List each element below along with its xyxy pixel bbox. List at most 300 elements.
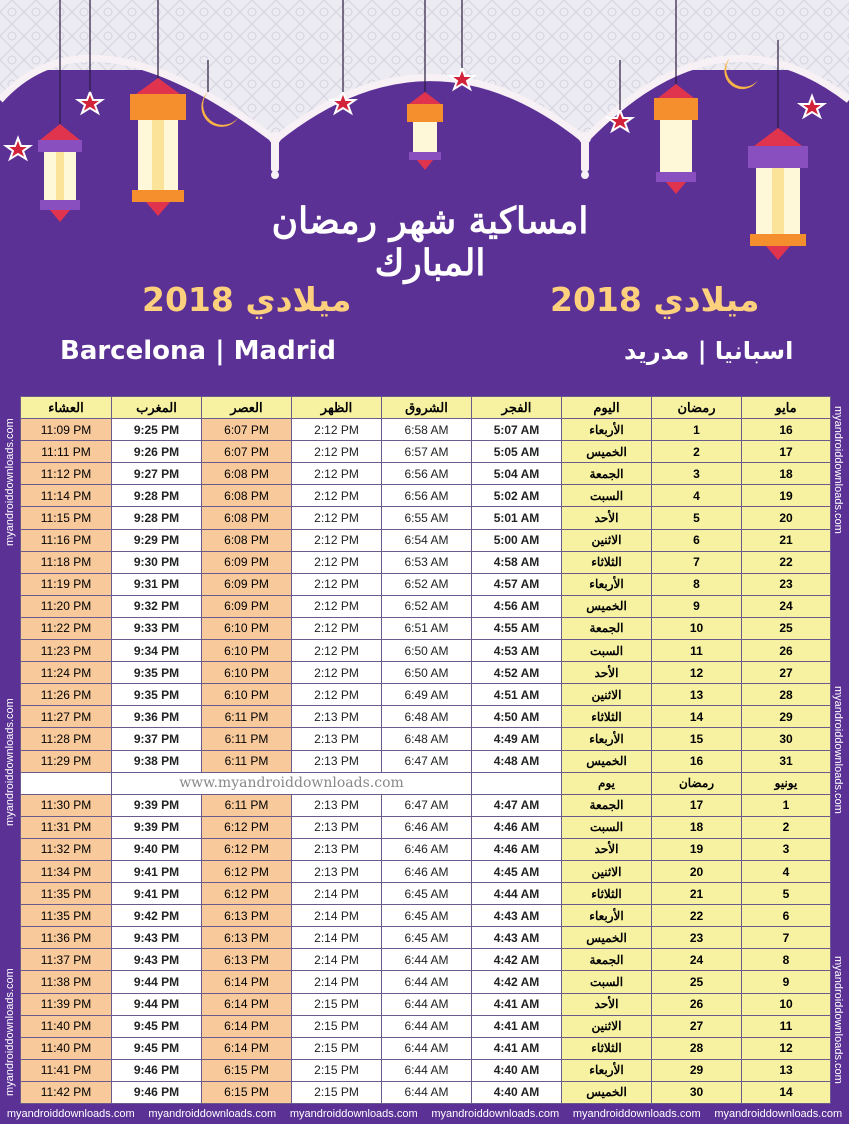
maghrib-time: 9:43 PM (112, 949, 202, 971)
asr-time: 6:07 PM (202, 419, 292, 441)
sunrise-time: 6:50 AM (382, 662, 472, 684)
asr-time: 6:07 PM (202, 441, 292, 463)
weekday: الجمعة (562, 949, 652, 971)
sunrise-time: 6:48 AM (382, 706, 472, 728)
maghrib-time: 9:36 PM (112, 706, 202, 728)
header-maghrib: المغرب (112, 397, 202, 419)
isha-time: 11:23 PM (21, 640, 112, 662)
ramadan-day: 11 (652, 640, 742, 662)
fajr-time: 4:43 AM (472, 927, 562, 949)
maghrib-time: 9:28 PM (112, 485, 202, 507)
sunrise-time: 6:46 AM (382, 816, 472, 838)
ramadan-day: 15 (652, 728, 742, 750)
maghrib-time: 9:27 PM (112, 463, 202, 485)
sunrise-time: 6:44 AM (382, 971, 472, 993)
sunrise-time: 6:49 AM (382, 684, 472, 706)
dhuhr-time: 2:12 PM (292, 551, 382, 573)
sunrise-time: 6:48 AM (382, 728, 472, 750)
june-rows (21, 794, 831, 1103)
isha-time: 11:24 PM (21, 662, 112, 684)
asr-time: 6:08 PM (202, 485, 292, 507)
table-row (21, 441, 831, 463)
gregorian-day: 1 (742, 794, 831, 816)
gregorian-day: 24 (742, 595, 831, 617)
dhuhr-time: 2:13 PM (292, 838, 382, 860)
sunrise-time: 6:46 AM (382, 860, 472, 882)
weekday: الخميس (562, 927, 652, 949)
ramadan-day: 1 (652, 419, 742, 441)
ramadan-day: 5 (652, 507, 742, 529)
isha-time: 11:36 PM (21, 927, 112, 949)
separator-blank (472, 772, 562, 794)
bottom-watermark: myandroiddownloads.com (714, 1108, 843, 1120)
gregorian-day: 20 (742, 507, 831, 529)
fajr-time: 5:07 AM (472, 419, 562, 441)
maghrib-time: 9:35 PM (112, 662, 202, 684)
dhuhr-time: 2:12 PM (292, 640, 382, 662)
weekday: الجمعة (562, 463, 652, 485)
ramadan-day: 7 (652, 551, 742, 573)
may-rows (21, 419, 831, 773)
table-row (21, 551, 831, 573)
isha-time: 11:11 PM (21, 441, 112, 463)
fajr-time: 4:58 AM (472, 551, 562, 573)
weekday: الأربعاء (562, 419, 652, 441)
gregorian-day: 5 (742, 883, 831, 905)
header-row (21, 397, 831, 419)
weekday: الخميس (562, 441, 652, 463)
sunrise-time: 6:44 AM (382, 1081, 472, 1103)
fajr-time: 4:44 AM (472, 883, 562, 905)
maghrib-time: 9:31 PM (112, 573, 202, 595)
fajr-time: 5:01 AM (472, 507, 562, 529)
weekday: السبت (562, 485, 652, 507)
weekday: السبت (562, 640, 652, 662)
sunrise-time: 6:45 AM (382, 905, 472, 927)
table-row (21, 794, 831, 816)
asr-time: 6:08 PM (202, 529, 292, 551)
fajr-time: 4:47 AM (472, 794, 562, 816)
maghrib-time: 9:37 PM (112, 728, 202, 750)
maghrib-time: 9:45 PM (112, 1015, 202, 1037)
dhuhr-time: 2:12 PM (292, 507, 382, 529)
isha-time: 11:32 PM (21, 838, 112, 860)
sunrise-time: 6:44 AM (382, 1015, 472, 1037)
weekday: الخميس (562, 750, 652, 772)
asr-time: 6:08 PM (202, 507, 292, 529)
gregorian-day: 8 (742, 949, 831, 971)
table-row (21, 1037, 831, 1059)
dhuhr-time: 2:12 PM (292, 662, 382, 684)
isha-time: 11:40 PM (21, 1015, 112, 1037)
dhuhr-time: 2:15 PM (292, 1081, 382, 1103)
dhuhr-time: 2:13 PM (292, 860, 382, 882)
sunrise-time: 6:55 AM (382, 507, 472, 529)
ramadan-day: 14 (652, 706, 742, 728)
ramadan-day: 18 (652, 816, 742, 838)
ramadan-day: 28 (652, 1037, 742, 1059)
side-watermark-left: myandroiddownloads.com (4, 698, 16, 826)
asr-time: 6:09 PM (202, 573, 292, 595)
isha-time: 11:40 PM (21, 1037, 112, 1059)
table-row (21, 507, 831, 529)
gregorian-day: 7 (742, 927, 831, 949)
gregorian-day: 14 (742, 1081, 831, 1103)
gregorian-day: 27 (742, 662, 831, 684)
isha-time: 11:41 PM (21, 1059, 112, 1081)
gregorian-day: 31 (742, 750, 831, 772)
maghrib-time: 9:34 PM (112, 640, 202, 662)
fajr-time: 4:52 AM (472, 662, 562, 684)
weekday: الثلاثاء (562, 1037, 652, 1059)
weekday: الجمعة (562, 617, 652, 639)
ramadan-day: 10 (652, 617, 742, 639)
isha-time: 11:20 PM (21, 595, 112, 617)
fajr-time: 4:43 AM (472, 905, 562, 927)
isha-time: 11:31 PM (21, 816, 112, 838)
sunrise-time: 6:53 AM (382, 551, 472, 573)
bottom-watermark-strip (0, 1104, 849, 1124)
fajr-time: 5:02 AM (472, 485, 562, 507)
table-row (21, 728, 831, 750)
isha-time: 11:15 PM (21, 507, 112, 529)
gregorian-day: 25 (742, 617, 831, 639)
header-day: اليوم (562, 397, 652, 419)
maghrib-time: 9:25 PM (112, 419, 202, 441)
gregorian-day: 3 (742, 838, 831, 860)
dhuhr-time: 2:12 PM (292, 684, 382, 706)
asr-time: 6:10 PM (202, 617, 292, 639)
gregorian-day: 22 (742, 551, 831, 573)
side-watermark-left-top: myandroiddownloads.com (4, 418, 16, 546)
asr-time: 6:10 PM (202, 662, 292, 684)
isha-time: 11:42 PM (21, 1081, 112, 1103)
header-isha: العشاء (21, 397, 112, 419)
ramadan-day: 25 (652, 971, 742, 993)
fajr-time: 4:49 AM (472, 728, 562, 750)
header-dhuhr: الظهر (292, 397, 382, 419)
asr-time: 6:14 PM (202, 1037, 292, 1059)
weekday: الجمعة (562, 794, 652, 816)
maghrib-time: 9:40 PM (112, 838, 202, 860)
weekday: الاثنين (562, 1015, 652, 1037)
asr-time: 6:13 PM (202, 927, 292, 949)
table-row (21, 816, 831, 838)
asr-time: 6:10 PM (202, 640, 292, 662)
maghrib-time: 9:46 PM (112, 1059, 202, 1081)
isha-time: 11:19 PM (21, 573, 112, 595)
maghrib-time: 9:43 PM (112, 927, 202, 949)
isha-time: 11:28 PM (21, 728, 112, 750)
fajr-time: 5:05 AM (472, 441, 562, 463)
table-row (21, 883, 831, 905)
maghrib-time: 9:45 PM (112, 1037, 202, 1059)
weekday: السبت (562, 816, 652, 838)
maghrib-time: 9:26 PM (112, 441, 202, 463)
table-row (21, 573, 831, 595)
dhuhr-time: 2:12 PM (292, 441, 382, 463)
maghrib-time: 9:44 PM (112, 971, 202, 993)
sunrise-time: 6:46 AM (382, 838, 472, 860)
ramadan-day: 22 (652, 905, 742, 927)
gregorian-day: 16 (742, 419, 831, 441)
asr-time: 6:14 PM (202, 993, 292, 1015)
city-english: Barcelona | Madrid (60, 336, 337, 366)
weekday: الأربعاء (562, 1059, 652, 1081)
asr-time: 6:10 PM (202, 684, 292, 706)
header-asr: العصر (202, 397, 292, 419)
dhuhr-time: 2:14 PM (292, 927, 382, 949)
fajr-time: 4:51 AM (472, 684, 562, 706)
year-left: 2018 ميلادي (142, 280, 352, 319)
timetable (20, 396, 831, 1104)
table-row (21, 905, 831, 927)
sunrise-time: 6:52 AM (382, 573, 472, 595)
fajr-time: 4:41 AM (472, 1037, 562, 1059)
gregorian-day: 4 (742, 860, 831, 882)
weekday: الأحد (562, 838, 652, 860)
table-row (21, 706, 831, 728)
header-fajr: الفجر (472, 397, 562, 419)
asr-time: 6:11 PM (202, 750, 292, 772)
ramadan-day: 16 (652, 750, 742, 772)
weekday: الاثنين (562, 684, 652, 706)
sunrise-time: 6:58 AM (382, 419, 472, 441)
weekday: الأحد (562, 662, 652, 684)
bottom-watermark: myandroiddownloads.com (431, 1108, 560, 1120)
gregorian-day: 17 (742, 441, 831, 463)
fajr-time: 4:45 AM (472, 860, 562, 882)
header-sunrise: الشروق (382, 397, 472, 419)
header-may: مايو (742, 397, 831, 419)
gregorian-day: 9 (742, 971, 831, 993)
maghrib-time: 9:41 PM (112, 860, 202, 882)
gregorian-day: 2 (742, 816, 831, 838)
isha-time: 11:38 PM (21, 971, 112, 993)
isha-time: 11:34 PM (21, 860, 112, 882)
ramadan-day: 13 (652, 684, 742, 706)
table-row (21, 485, 831, 507)
table-row (21, 640, 831, 662)
ramadan-day: 4 (652, 485, 742, 507)
ramadan-day: 30 (652, 1081, 742, 1103)
gregorian-day: 6 (742, 905, 831, 927)
isha-time: 11:27 PM (21, 706, 112, 728)
gregorian-day: 11 (742, 1015, 831, 1037)
sunrise-time: 6:56 AM (382, 463, 472, 485)
fajr-time: 4:48 AM (472, 750, 562, 772)
side-watermark-left-bottom: myandroiddownloads.com (4, 968, 16, 1096)
dhuhr-time: 2:12 PM (292, 573, 382, 595)
asr-time: 6:09 PM (202, 595, 292, 617)
maghrib-time: 9:35 PM (112, 684, 202, 706)
asr-time: 6:11 PM (202, 794, 292, 816)
maghrib-time: 9:41 PM (112, 883, 202, 905)
dhuhr-time: 2:13 PM (292, 706, 382, 728)
dhuhr-time: 2:13 PM (292, 794, 382, 816)
fajr-time: 4:42 AM (472, 949, 562, 971)
table-row (21, 617, 831, 639)
ramadan-day: 24 (652, 949, 742, 971)
isha-time: 11:39 PM (21, 993, 112, 1015)
table-row (21, 419, 831, 441)
dhuhr-time: 2:15 PM (292, 1015, 382, 1037)
isha-time: 11:29 PM (21, 750, 112, 772)
maghrib-time: 9:32 PM (112, 595, 202, 617)
isha-time: 11:26 PM (21, 684, 112, 706)
dhuhr-time: 2:14 PM (292, 883, 382, 905)
table-row (21, 463, 831, 485)
isha-time: 11:12 PM (21, 463, 112, 485)
fajr-time: 4:42 AM (472, 971, 562, 993)
isha-time: 11:09 PM (21, 419, 112, 441)
maghrib-time: 9:28 PM (112, 507, 202, 529)
dhuhr-time: 2:13 PM (292, 750, 382, 772)
isha-time: 11:35 PM (21, 905, 112, 927)
dhuhr-time: 2:14 PM (292, 971, 382, 993)
sunrise-time: 6:50 AM (382, 640, 472, 662)
page-title: امساكية شهر رمضان المبارك (271, 200, 589, 284)
asr-time: 6:13 PM (202, 949, 292, 971)
gregorian-day: 18 (742, 463, 831, 485)
sunrise-time: 6:44 AM (382, 993, 472, 1015)
asr-time: 6:12 PM (202, 883, 292, 905)
weekday: الثلاثاء (562, 551, 652, 573)
asr-time: 6:08 PM (202, 463, 292, 485)
table-row (21, 927, 831, 949)
weekday: الأربعاء (562, 573, 652, 595)
weekday: الأحد (562, 507, 652, 529)
fajr-time: 4:53 AM (472, 640, 562, 662)
fajr-time: 4:40 AM (472, 1059, 562, 1081)
ramadan-day: 9 (652, 595, 742, 617)
fajr-time: 5:04 AM (472, 463, 562, 485)
table-row (21, 949, 831, 971)
fajr-time: 4:56 AM (472, 595, 562, 617)
weekday: الاثنين (562, 529, 652, 551)
asr-time: 6:12 PM (202, 838, 292, 860)
weekday: الأربعاء (562, 905, 652, 927)
fajr-time: 4:55 AM (472, 617, 562, 639)
table-row (21, 1015, 831, 1037)
sunrise-time: 6:45 AM (382, 883, 472, 905)
sunrise-time: 6:57 AM (382, 441, 472, 463)
sunrise-time: 6:44 AM (382, 949, 472, 971)
bottom-watermark: myandroiddownloads.com (6, 1108, 135, 1120)
maghrib-time: 9:39 PM (112, 816, 202, 838)
maghrib-time: 9:42 PM (112, 905, 202, 927)
ramadan-day: 23 (652, 927, 742, 949)
ramadan-day: 12 (652, 662, 742, 684)
gregorian-day: 26 (742, 640, 831, 662)
sunrise-time: 6:47 AM (382, 750, 472, 772)
table-row (21, 838, 831, 860)
june-separator-row (21, 772, 831, 794)
gregorian-day: 13 (742, 1059, 831, 1081)
sunrise-time: 6:54 AM (382, 529, 472, 551)
table-row (21, 750, 831, 772)
table-row (21, 1059, 831, 1081)
gregorian-day: 12 (742, 1037, 831, 1059)
sunrise-time: 6:45 AM (382, 927, 472, 949)
ramadan-day: 8 (652, 573, 742, 595)
weekday: الأحد (562, 993, 652, 1015)
dhuhr-time: 2:13 PM (292, 816, 382, 838)
gregorian-day: 30 (742, 728, 831, 750)
june-header-ramadan: رمضان (652, 772, 742, 794)
isha-time: 11:18 PM (21, 551, 112, 573)
side-watermark-right-bottom: myandroiddownloads.com (832, 956, 844, 1084)
weekday: الثلاثاء (562, 883, 652, 905)
dhuhr-time: 2:12 PM (292, 617, 382, 639)
dhuhr-time: 2:12 PM (292, 529, 382, 551)
fajr-time: 5:00 AM (472, 529, 562, 551)
ramadan-day: 26 (652, 993, 742, 1015)
asr-time: 6:12 PM (202, 860, 292, 882)
table-row (21, 860, 831, 882)
maghrib-time: 9:29 PM (112, 529, 202, 551)
gregorian-day: 29 (742, 706, 831, 728)
bottom-watermark: myandroiddownloads.com (289, 1108, 418, 1120)
isha-time: 11:14 PM (21, 485, 112, 507)
ramadan-day: 20 (652, 860, 742, 882)
asr-time: 6:09 PM (202, 551, 292, 573)
dhuhr-time: 2:12 PM (292, 485, 382, 507)
asr-time: 6:15 PM (202, 1081, 292, 1103)
maghrib-time: 9:46 PM (112, 1081, 202, 1103)
fajr-time: 4:41 AM (472, 1015, 562, 1037)
ramadan-day: 21 (652, 883, 742, 905)
isha-time: 11:35 PM (21, 883, 112, 905)
asr-time: 6:15 PM (202, 1059, 292, 1081)
sunrise-time: 6:51 AM (382, 617, 472, 639)
dhuhr-time: 2:13 PM (292, 728, 382, 750)
table-row (21, 684, 831, 706)
sunrise-time: 6:44 AM (382, 1059, 472, 1081)
maghrib-time: 9:33 PM (112, 617, 202, 639)
weekday: الخميس (562, 1081, 652, 1103)
gregorian-day: 21 (742, 529, 831, 551)
fajr-time: 4:41 AM (472, 993, 562, 1015)
sunrise-time: 6:44 AM (382, 1037, 472, 1059)
bottom-watermark: myandroiddownloads.com (572, 1108, 701, 1120)
sunrise-time: 6:47 AM (382, 794, 472, 816)
ramadan-day: 3 (652, 463, 742, 485)
gregorian-day: 10 (742, 993, 831, 1015)
dhuhr-time: 2:12 PM (292, 419, 382, 441)
dhuhr-time: 2:14 PM (292, 949, 382, 971)
fajr-time: 4:46 AM (472, 838, 562, 860)
ramadan-day: 2 (652, 441, 742, 463)
maghrib-time: 9:30 PM (112, 551, 202, 573)
weekday: الخميس (562, 595, 652, 617)
table-row (21, 1081, 831, 1103)
table-row (21, 529, 831, 551)
weekday: الأربعاء (562, 728, 652, 750)
ramadan-day: 29 (652, 1059, 742, 1081)
separator-blank (21, 772, 112, 794)
dhuhr-time: 2:12 PM (292, 595, 382, 617)
june-header-day: يوم (562, 772, 652, 794)
fajr-time: 4:40 AM (472, 1081, 562, 1103)
gregorian-day: 19 (742, 485, 831, 507)
ramadan-day: 6 (652, 529, 742, 551)
sunrise-time: 6:56 AM (382, 485, 472, 507)
maghrib-time: 9:44 PM (112, 993, 202, 1015)
asr-time: 6:12 PM (202, 816, 292, 838)
asr-time: 6:14 PM (202, 1015, 292, 1037)
dhuhr-time: 2:15 PM (292, 1059, 382, 1081)
